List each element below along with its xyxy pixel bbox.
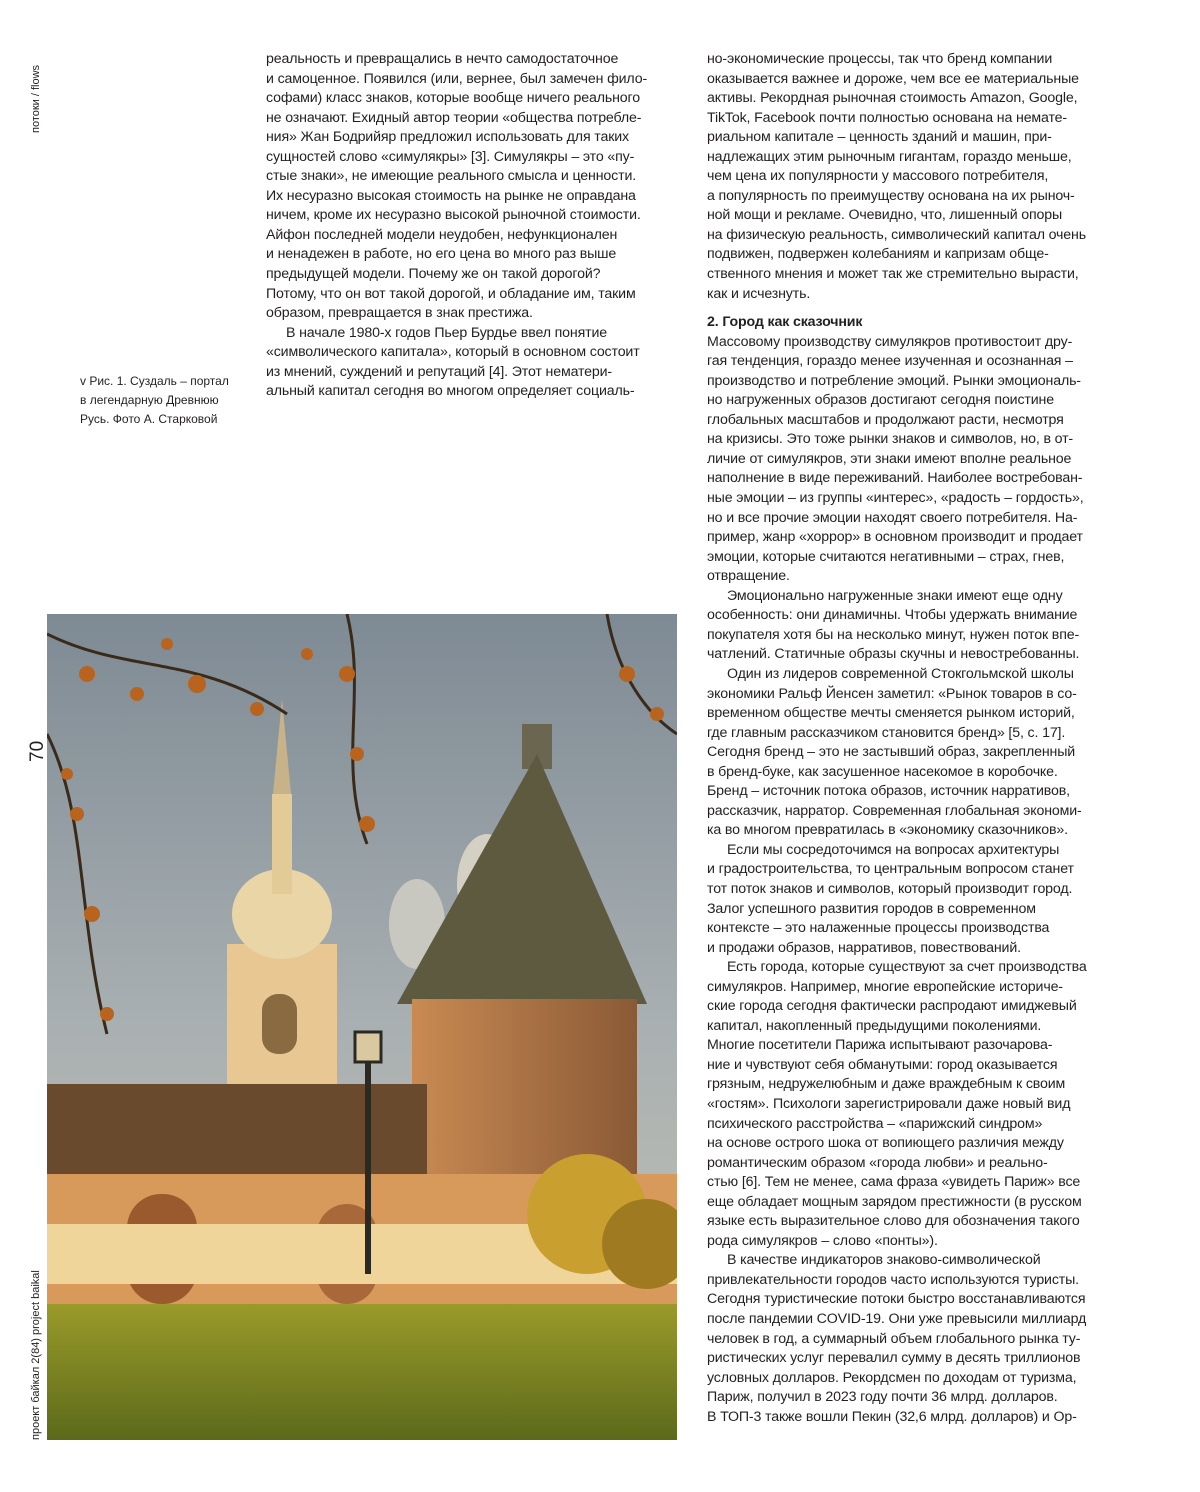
text-line: Айфон последней модели неудобен, нефункционален [266, 226, 681, 246]
text-line: Сегодня туристические потоки быстро восстанавливаются [707, 1290, 1122, 1310]
text-line: ристических услуг перевалил сумму в десять триллионов [707, 1349, 1122, 1369]
text-line: но-экономические процессы, так что бренд компании [707, 50, 1122, 70]
text-line: Париж, получил в 2023 году почти 36 млрд. долларов. [707, 1388, 1122, 1408]
text-line: Потому, что он вот такой дорогой, и обладание им, таким [266, 285, 681, 305]
text-line: человек в год, а суммарный объем глобального рынка ту- [707, 1330, 1122, 1350]
text-line: психического расстройства – «парижский синдром» [707, 1115, 1122, 1135]
text-line: условных долларов. Рекордсмен по доходам от туризма, [707, 1369, 1122, 1389]
text-line: В качестве индикаторов знаково-символической [707, 1251, 1122, 1271]
text-line: ной мощи и рекламе. Очевидно, что, лишенный опоры [707, 206, 1122, 226]
text-line: рода симулякров – слово «понты»). [707, 1232, 1122, 1252]
text-line: на физическую реальность, символический капитал очень [707, 226, 1122, 246]
text-line: где главным рассказчиком становится бренд» [5, с. 17]. [707, 724, 1122, 744]
section-label: потоки / flows [30, 65, 42, 133]
page-number: 70 [27, 741, 49, 762]
text-line: и градостроительства, то центральным вопросом станет [707, 860, 1122, 880]
text-line: отвращение. [707, 567, 1122, 587]
text-line: предыдущей модели. Почему же он такой дорогой? [266, 265, 681, 285]
text-line: Залог успешного развития городов в современном [707, 900, 1122, 920]
text-line: Если мы сосредоточимся на вопросах архитектуры [707, 841, 1122, 861]
text-line: эмоции, которые считаются негативными – страх, гнев, [707, 548, 1122, 568]
text-line: и продажи образов, нарративов, повествований. [707, 939, 1122, 959]
caption-line: Русь. Фото А. Старковой [80, 410, 250, 429]
text-line: временном обществе мечты сменяется рынком историй, [707, 704, 1122, 724]
text-line: риальном капитале – ценность зданий и машин, при- [707, 128, 1122, 148]
text-line: в бренд-буке, как засушенное насекомое в коробочке. [707, 763, 1122, 783]
text-line: софами) класс знаков, которые вообще ничего реального [266, 89, 681, 109]
text-line: ничем, кроме их несуразно высокой рыночной стоимости. [266, 206, 681, 226]
text-line: привлекательности городов часто используются туристы. [707, 1271, 1122, 1291]
caption-line: v Рис. 1. Суздаль – портал [80, 372, 250, 391]
suzdal-photo [47, 614, 677, 1440]
text-line: Есть города, которые существуют за счет производства [707, 958, 1122, 978]
text-line: Многие посетители Парижа испытывают разочарова- [707, 1036, 1122, 1056]
text-line: и самоценное. Появился (или, вернее, был замечен фило- [266, 70, 681, 90]
text-line: ские города сегодня фактически распродают имиджевый [707, 997, 1122, 1017]
text-line: не означают. Ехидный автор теории «общества потребле- [266, 109, 681, 129]
text-line: Эмоционально нагруженные знаки имеют еще одну [707, 587, 1122, 607]
text-line: ние и чувствуют себя обманутыми: город оказывается [707, 1056, 1122, 1076]
text-line: «символического капитала», который в основном состоит [266, 343, 681, 363]
text-line: как и исчезнуть. [707, 285, 1122, 305]
text-line: грязным, недружелюбным и даже враждебным к своим [707, 1075, 1122, 1095]
text-line: из мнений, суждений и репутаций [4]. Этот нематери- [266, 363, 681, 383]
text-line: а популярность по преимуществу основана на их рыноч- [707, 187, 1122, 207]
text-line: еще обладает мощным зарядом престижности (в русском [707, 1193, 1122, 1213]
text-line: Бренд – источник потока образов, источник нарративов, [707, 782, 1122, 802]
text-line: ния» Жан Бодрийяр предложил использовать для таких [266, 128, 681, 148]
text-line: альный капитал сегодня во многом определяет социаль- [266, 382, 681, 402]
text-line: подвижен, подвержен колебаниям и капризам обще- [707, 245, 1122, 265]
text-line: личие от симулякров, эти знаки имеют вполне реальное [707, 450, 1122, 470]
text-line: на кризисы. Это тоже рынки знаков и символов, но, в от- [707, 430, 1122, 450]
text-line: сущностей слово «симулякры» [3]. Симулякры – это «пу- [266, 148, 681, 168]
text-line: Один из лидеров современной Стокгольмской школы [707, 665, 1122, 685]
text-line: на основе острого шока от вопиющего различия между [707, 1134, 1122, 1154]
text-line: рассказчик, нарратор. Современная глобальная экономи- [707, 802, 1122, 822]
text-line: но и все прочие эмоции находят своего потребителя. На- [707, 509, 1122, 529]
section-heading: 2. Город как сказочник [707, 313, 1122, 333]
text-line: TikTok, Facebook почти полностью основана на немате- [707, 109, 1122, 129]
text-line: чатлений. Статичные образы скучны и невостребованны. [707, 645, 1122, 665]
text-line: «гостям». Психологи зарегистрировали даже новый вид [707, 1095, 1122, 1115]
text-line: ственного мнения и может так же стремительно вырасти, [707, 265, 1122, 285]
figure-caption [80, 372, 250, 429]
text-line: Массовому производству симулякров противостоит дру- [707, 333, 1122, 353]
text-line: и ненадежен в работе, но его цена во много раз выше [266, 245, 681, 265]
text-line: активы. Рекордная рыночная стоимость Amazon, Google, [707, 89, 1122, 109]
text-line: покупателя хотя бы на несколько минут, нужен поток впе- [707, 626, 1122, 646]
text-line: В ТОП-3 также вошли Пекин (32,6 млрд. долларов) и Ор- [707, 1408, 1122, 1428]
text-line: тот поток знаков и символов, который производит город. [707, 880, 1122, 900]
text-line: симулякров. Например, многие европейские историче- [707, 978, 1122, 998]
text-line: ка во многом превратилась в «экономику сказочников». [707, 821, 1122, 841]
text-line: образом, превращается в знак престижа. [266, 304, 681, 324]
journal-label: проект байкал 2(84) project baikal [30, 1270, 42, 1440]
text-line: чем цена их популярности у массового потребителя, [707, 167, 1122, 187]
text-line: наполнение в виде переживаний. Наиболее востребован- [707, 469, 1122, 489]
text-line: но нагруженных образов достигают сегодня поистине [707, 391, 1122, 411]
text-line: реальность и превращались в нечто самодостаточное [266, 50, 681, 70]
text-column-right [707, 50, 1122, 1427]
text-line: капитал, накопленный предыдущими поколениями. [707, 1017, 1122, 1037]
text-column-left [266, 50, 681, 402]
text-line: оказывается важнее и дороже, чем все ее материальные [707, 70, 1122, 90]
text-line: особенность: они динамичны. Чтобы удержать внимание [707, 606, 1122, 626]
text-line: Их несуразно высокая стоимость на рынке не оправдана [266, 187, 681, 207]
text-line: после пандемии COVID-19. Они уже превысили миллиард [707, 1310, 1122, 1330]
text-line: надлежащих этим рыночным гигантам, гораздо меньше, [707, 148, 1122, 168]
text-line: экономики Ральф Йенсен заметил: «Рынок товаров в со- [707, 685, 1122, 705]
text-line: Сегодня бренд – это не застывший образ, закрепленный [707, 743, 1122, 763]
caption-line: в легендарную Древнюю [80, 391, 250, 410]
text-line: романтическим образом «города любви» и реально- [707, 1154, 1122, 1174]
text-line: ные эмоции – из группы «интерес», «радость – гордость», [707, 489, 1122, 509]
text-line: производство и потребление эмоций. Рынки эмоциональ- [707, 372, 1122, 392]
text-line: В начале 1980-х годов Пьер Бурдье ввел понятие [266, 324, 681, 344]
text-line: стые знаки», не имеющие реального смысла и ценности. [266, 167, 681, 187]
text-line: языке есть выразительное слово для обозначения такого [707, 1212, 1122, 1232]
text-line: пример, жанр «хоррор» в основном производит и продает [707, 528, 1122, 548]
text-line: стью [6]. Тем не менее, сама фраза «увидеть Париж» все [707, 1173, 1122, 1193]
text-line: глобальных масштабов и продолжают расти, несмотря [707, 411, 1122, 431]
text-line: контексте – это налаженные процессы производства [707, 919, 1122, 939]
text-line: гая тенденция, гораздо менее изученная и осознанная – [707, 352, 1122, 372]
